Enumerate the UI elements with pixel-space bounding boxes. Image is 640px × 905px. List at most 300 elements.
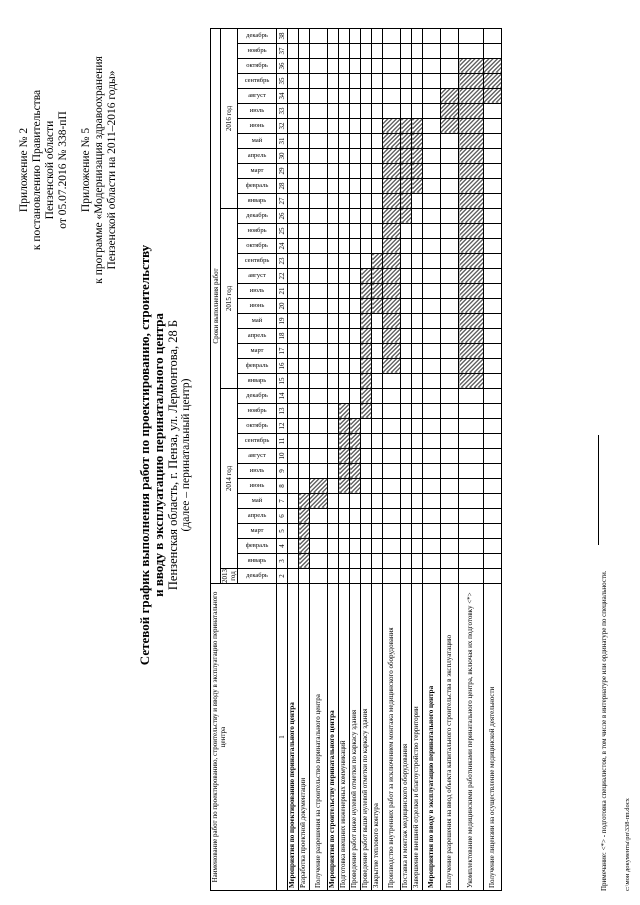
schedule-cell	[383, 59, 401, 74]
schedule-cell	[412, 494, 423, 509]
schedule-cell	[372, 359, 383, 374]
column-index: 11	[277, 434, 288, 449]
schedule-bar-cell	[299, 539, 310, 554]
column-index: 18	[277, 329, 288, 344]
schedule-cell	[484, 449, 502, 464]
schedule-cell	[350, 149, 361, 164]
schedule-cell	[339, 74, 350, 89]
schedule-cell	[484, 104, 502, 119]
schedule-cell	[328, 569, 339, 584]
schedule-bar-cell	[459, 269, 484, 284]
schedule-cell	[361, 254, 372, 269]
schedule-cell	[288, 539, 299, 554]
schedule-cell	[423, 164, 441, 179]
schedule-cell	[441, 569, 459, 584]
schedule-cell	[328, 509, 339, 524]
schedule-cell	[310, 74, 328, 89]
schedule-bar-cell	[383, 179, 401, 194]
task-name: Подготовка внешних инженерных коммуникаций	[339, 584, 350, 891]
schedule-cell	[484, 194, 502, 209]
schedule-cell	[401, 314, 412, 329]
schedule-cell	[423, 194, 441, 209]
schedule-cell	[328, 299, 339, 314]
schedule-cell	[423, 239, 441, 254]
schedule-cell	[383, 449, 401, 464]
schedule-cell	[310, 344, 328, 359]
schedule-cell	[288, 524, 299, 539]
schedule-cell	[484, 179, 502, 194]
schedule-bar-cell	[459, 329, 484, 344]
task-row	[339, 29, 350, 891]
schedule-cell	[328, 149, 339, 164]
schedule-cell	[328, 314, 339, 329]
schedule-cell	[401, 29, 412, 44]
task-name: Проведение работ ниже нулевой отметки по каркасу здания	[350, 584, 361, 891]
task-row	[484, 29, 502, 891]
schedule-bar-cell	[459, 134, 484, 149]
task-name: Разработка проектной документации	[299, 584, 310, 891]
schedule-cell	[299, 104, 310, 119]
schedule-bar-cell	[350, 464, 361, 479]
schedule-cell	[372, 74, 383, 89]
schedule-cell	[401, 359, 412, 374]
schedule-cell	[350, 569, 361, 584]
schedule-cell	[423, 569, 441, 584]
schedule-cell	[423, 374, 441, 389]
schedule-cell	[383, 44, 401, 59]
schedule-cell	[310, 179, 328, 194]
schedule-cell	[441, 74, 459, 89]
schedule-cell	[310, 449, 328, 464]
appendix-5-label: Приложение № 5	[80, 127, 92, 213]
schedule-cell	[441, 524, 459, 539]
schedule-cell	[441, 269, 459, 284]
schedule-bar-cell	[350, 434, 361, 449]
schedule-cell	[401, 104, 412, 119]
schedule-cell	[339, 59, 350, 74]
schedule-cell	[423, 89, 441, 104]
schedule-bar-cell	[372, 269, 383, 284]
schedule-cell	[339, 149, 350, 164]
schedule-cell	[299, 464, 310, 479]
task-name: Закрытие теплового контура	[372, 584, 383, 891]
schedule-cell	[328, 344, 339, 359]
schedule-bar-cell	[361, 299, 372, 314]
column-index: 27	[277, 194, 288, 209]
schedule-cell	[361, 494, 372, 509]
column-index: 30	[277, 149, 288, 164]
schedule-cell	[310, 329, 328, 344]
year-header: 2015 год	[221, 209, 238, 389]
month-header: март	[238, 164, 277, 179]
schedule-bar-cell	[350, 419, 361, 434]
schedule-cell	[372, 434, 383, 449]
schedule-cell	[441, 389, 459, 404]
schedule-cell	[288, 119, 299, 134]
month-header: апрель	[238, 149, 277, 164]
schedule-bar-cell	[372, 284, 383, 299]
date-number-label: от 05.07.2016 № 338-пП	[57, 111, 69, 229]
schedule-bar-cell	[361, 404, 372, 419]
column-index: 17	[277, 344, 288, 359]
schedule-cell	[372, 134, 383, 149]
schedule-cell	[328, 59, 339, 74]
schedule-cell	[350, 359, 361, 374]
schedule-bar-cell	[459, 104, 484, 119]
schedule-cell	[372, 164, 383, 179]
schedule-cell	[310, 524, 328, 539]
schedule-bar-cell	[383, 359, 401, 374]
task-row	[328, 29, 339, 891]
column-index-row	[277, 29, 288, 891]
schedule-cell	[383, 89, 401, 104]
appendix-2-label: Приложение № 2	[18, 127, 30, 213]
schedule-bar-cell	[383, 329, 401, 344]
schedule-cell	[372, 554, 383, 569]
schedule-bar-cell	[372, 299, 383, 314]
schedule-cell	[350, 239, 361, 254]
schedule-cell	[299, 359, 310, 374]
schedule-cell	[299, 224, 310, 239]
schedule-bar-cell	[350, 449, 361, 464]
schedule-cell	[361, 239, 372, 254]
schedule-cell	[372, 224, 383, 239]
schedule-cell	[401, 524, 412, 539]
schedule-bar-cell	[361, 344, 372, 359]
schedule-bar-cell	[459, 374, 484, 389]
schedule-cell	[299, 404, 310, 419]
schedule-bar-cell	[459, 149, 484, 164]
schedule-cell	[361, 59, 372, 74]
month-header: сентябрь	[238, 254, 277, 269]
schedule-cell	[383, 404, 401, 419]
column-index: 2	[277, 569, 288, 584]
month-header: апрель	[238, 509, 277, 524]
schedule-cell	[423, 254, 441, 269]
schedule-cell	[423, 479, 441, 494]
schedule-cell	[412, 524, 423, 539]
schedule-bar-cell	[459, 314, 484, 329]
schedule-cell	[350, 194, 361, 209]
schedule-cell	[484, 404, 502, 419]
schedule-cell	[484, 479, 502, 494]
schedule-bar-cell	[383, 239, 401, 254]
schedule-cell	[484, 119, 502, 134]
title-note: (далее – перинатальный центр)	[180, 378, 192, 532]
schedule-cell	[328, 554, 339, 569]
schedule-cell	[361, 89, 372, 104]
schedule-cell	[328, 494, 339, 509]
schedule-cell	[361, 539, 372, 554]
schedule-bar-cell	[484, 59, 502, 74]
schedule-cell	[288, 44, 299, 59]
schedule-cell	[372, 59, 383, 74]
schedule-cell	[361, 479, 372, 494]
schedule-cell	[441, 224, 459, 239]
schedule-cell	[288, 104, 299, 119]
month-header: июнь	[238, 299, 277, 314]
schedule-cell	[372, 104, 383, 119]
month-header: июль	[238, 104, 277, 119]
schedule-bar-cell	[383, 209, 401, 224]
schedule-cell	[310, 569, 328, 584]
schedule-cell	[423, 389, 441, 404]
schedule-cell	[459, 554, 484, 569]
schedule-cell	[412, 374, 423, 389]
schedule-cell	[328, 464, 339, 479]
schedule-cell	[383, 419, 401, 434]
schedule-cell	[299, 434, 310, 449]
schedule-cell	[441, 404, 459, 419]
schedule-cell	[423, 104, 441, 119]
schedule-bar-cell	[361, 359, 372, 374]
column-index: 32	[277, 119, 288, 134]
month-header: ноябрь	[238, 404, 277, 419]
schedule-cell	[441, 239, 459, 254]
schedule-bar-cell	[401, 149, 412, 164]
schedule-cell	[372, 29, 383, 44]
schedule-bar-cell	[299, 524, 310, 539]
schedule-bar-cell	[299, 554, 310, 569]
schedule-cell	[339, 239, 350, 254]
schedule-cell	[310, 374, 328, 389]
schedule-cell	[372, 44, 383, 59]
schedule-cell	[339, 569, 350, 584]
schedule-cell	[401, 419, 412, 434]
schedule-cell	[484, 374, 502, 389]
year-header: 2016 год	[221, 29, 238, 209]
schedule-cell	[441, 479, 459, 494]
schedule-cell	[459, 464, 484, 479]
schedule-cell	[310, 314, 328, 329]
schedule-cell	[412, 209, 423, 224]
month-header: октябрь	[238, 419, 277, 434]
schedule-bar-cell	[310, 479, 328, 494]
schedule-bar-cell	[401, 179, 412, 194]
column-index: 19	[277, 314, 288, 329]
schedule-cell	[339, 329, 350, 344]
schedule-cell	[401, 254, 412, 269]
title-line-1: Сетевой график выполнения работ по проектированию, строительству	[137, 244, 152, 666]
schedule-cell	[288, 89, 299, 104]
schedule-cell	[328, 224, 339, 239]
schedule-cell	[401, 434, 412, 449]
schedule-cell	[339, 374, 350, 389]
schedule-cell	[361, 434, 372, 449]
schedule-bar-cell	[441, 89, 459, 104]
schedule-cell	[423, 209, 441, 224]
schedule-cell	[361, 209, 372, 224]
schedule-bar-cell	[459, 299, 484, 314]
schedule-cell	[401, 554, 412, 569]
schedule-cell	[401, 239, 412, 254]
schedule-cell	[441, 494, 459, 509]
column-index: 31	[277, 134, 288, 149]
schedule-bar-cell	[383, 119, 401, 134]
schedule-cell	[288, 569, 299, 584]
schedule-bar-cell	[459, 164, 484, 179]
schedule-bar-cell	[401, 164, 412, 179]
schedule-cell	[412, 389, 423, 404]
schedule-cell	[383, 569, 401, 584]
schedule-cell	[350, 329, 361, 344]
schedule-cell	[350, 494, 361, 509]
schedule-cell	[441, 314, 459, 329]
schedule-cell	[372, 539, 383, 554]
schedule-bar-cell	[412, 134, 423, 149]
schedule-cell	[401, 509, 412, 524]
month-header: март	[238, 524, 277, 539]
column-index: 10	[277, 449, 288, 464]
column-index: 21	[277, 284, 288, 299]
month-header: июнь	[238, 119, 277, 134]
schedule-cell	[310, 299, 328, 314]
schedule-cell	[484, 494, 502, 509]
schedule-cell	[459, 509, 484, 524]
schedule-cell	[288, 374, 299, 389]
schedule-bar-cell	[412, 179, 423, 194]
schedule-cell	[372, 344, 383, 359]
schedule-cell	[383, 524, 401, 539]
schedule-cell	[310, 149, 328, 164]
schedule-cell	[423, 329, 441, 344]
schedule-cell	[339, 164, 350, 179]
column-index: 35	[277, 74, 288, 89]
schedule-cell	[288, 314, 299, 329]
schedule-cell	[350, 299, 361, 314]
schedule-cell	[484, 359, 502, 374]
schedule-cell	[412, 239, 423, 254]
schedule-cell	[459, 539, 484, 554]
schedule-bar-cell	[383, 254, 401, 269]
schedule-cell	[401, 374, 412, 389]
schedule-cell	[339, 209, 350, 224]
schedule-cell	[299, 74, 310, 89]
schedule-cell	[423, 119, 441, 134]
schedule-cell	[401, 329, 412, 344]
schedule-cell	[361, 449, 372, 464]
schedule-cell	[412, 479, 423, 494]
schedule-cell	[310, 44, 328, 59]
schedule-cell	[423, 494, 441, 509]
schedule-cell	[441, 299, 459, 314]
schedule-bar-cell	[361, 284, 372, 299]
month-header: декабрь	[238, 389, 277, 404]
month-header: июль	[238, 284, 277, 299]
schedule-cell	[328, 164, 339, 179]
document-title	[138, 155, 193, 755]
schedule-cell	[484, 344, 502, 359]
schedule-cell	[441, 329, 459, 344]
schedule-cell	[288, 404, 299, 419]
column-index: 34	[277, 89, 288, 104]
schedule-cell	[412, 59, 423, 74]
schedule-bar-cell	[361, 314, 372, 329]
schedule-cell	[288, 554, 299, 569]
schedule-cell	[484, 239, 502, 254]
schedule-cell	[328, 539, 339, 554]
schedule-cell	[372, 314, 383, 329]
schedule-cell	[361, 119, 372, 134]
schedule-cell	[372, 389, 383, 404]
schedule-cell	[372, 494, 383, 509]
schedule-cell	[441, 284, 459, 299]
schedule-cell	[484, 464, 502, 479]
schedule-cell	[484, 329, 502, 344]
schedule-cell	[288, 299, 299, 314]
schedule-cell	[441, 374, 459, 389]
schedule-cell	[339, 389, 350, 404]
schedule-cell	[339, 284, 350, 299]
schedule-bar-cell	[459, 254, 484, 269]
column-index: 33	[277, 104, 288, 119]
file-path: c:\мои документы\рп\338-пп.docx	[624, 798, 631, 891]
schedule-cell	[288, 164, 299, 179]
schedule-cell	[412, 554, 423, 569]
month-header: июль	[238, 464, 277, 479]
schedule-bar-cell	[459, 194, 484, 209]
schedule-bar-cell	[459, 284, 484, 299]
month-header: январь	[238, 194, 277, 209]
column-index: 37	[277, 44, 288, 59]
schedule-cell	[372, 194, 383, 209]
schedule-cell	[423, 359, 441, 374]
schedule-cell	[288, 419, 299, 434]
schedule-cell	[401, 59, 412, 74]
schedule-cell	[350, 389, 361, 404]
footnote-divider	[598, 435, 599, 545]
schedule-cell	[484, 434, 502, 449]
schedule-cell	[412, 104, 423, 119]
schedule-cell	[484, 224, 502, 239]
schedule-cell	[372, 209, 383, 224]
schedule-cell	[484, 209, 502, 224]
schedule-cell	[310, 29, 328, 44]
schedule-cell	[383, 509, 401, 524]
schedule-cell	[299, 329, 310, 344]
schedule-cell	[412, 344, 423, 359]
schedule-cell	[401, 44, 412, 59]
schedule-bar-cell	[401, 209, 412, 224]
schedule-cell	[383, 29, 401, 44]
schedule-bar-cell	[383, 194, 401, 209]
schedule-cell	[484, 284, 502, 299]
schedule-cell	[288, 344, 299, 359]
schedule-cell	[299, 389, 310, 404]
schedule-bar-cell	[484, 89, 502, 104]
schedule-cell	[423, 74, 441, 89]
schedule-cell	[310, 509, 328, 524]
schedule-cell	[361, 134, 372, 149]
schedule-cell	[372, 179, 383, 194]
schedule-bar-cell	[459, 89, 484, 104]
schedule-cell	[459, 524, 484, 539]
schedule-cell	[350, 119, 361, 134]
document-header	[18, 40, 119, 300]
month-header: февраль	[238, 179, 277, 194]
schedule-cell	[401, 494, 412, 509]
schedule-cell	[372, 569, 383, 584]
schedule-cell	[310, 359, 328, 374]
schedule-cell	[339, 524, 350, 539]
schedule-cell	[412, 74, 423, 89]
schedule-cell	[310, 254, 328, 269]
task-row	[372, 29, 383, 891]
schedule-cell	[412, 194, 423, 209]
column-index: 14	[277, 389, 288, 404]
schedule-cell	[401, 284, 412, 299]
schedule-cell	[459, 44, 484, 59]
